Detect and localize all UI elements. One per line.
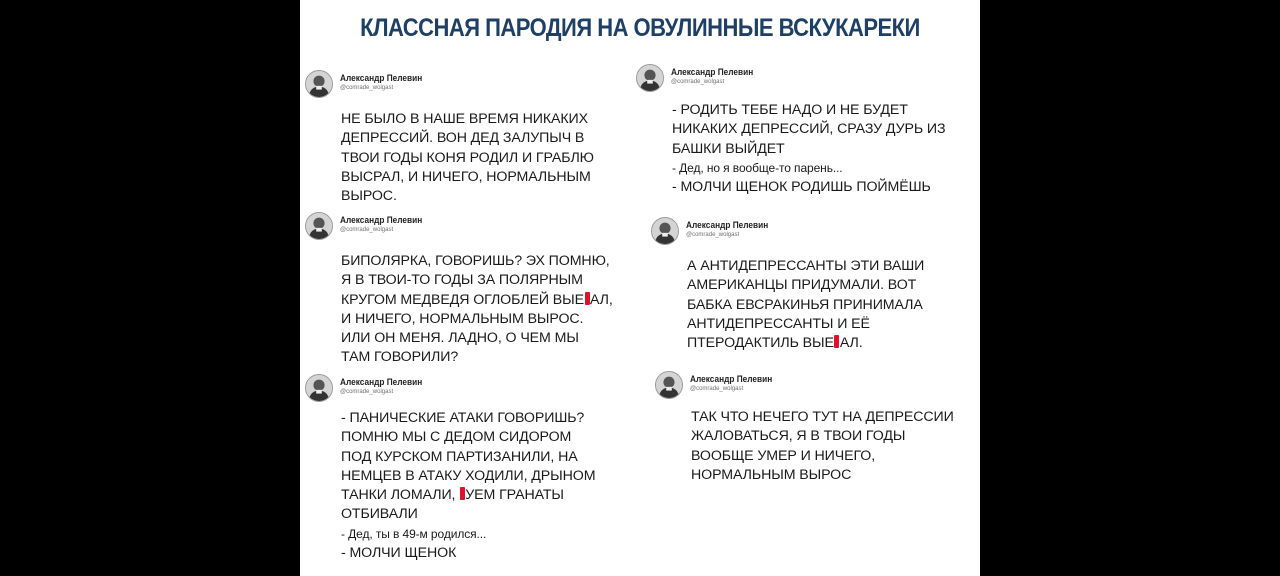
post-line: - МОЛЧИ ЩЕНОК [341,545,457,562]
post-line: - МОЛЧИ ЩЕНОК РОДИШЬ ПОЙМЁШЬ [672,179,931,196]
post-line: НИКАКИХ ДЕПРЕССИЙ, СРАЗУ ДУРЬ ИЗ [672,121,946,138]
post-text [341,110,594,206]
post-line: БАБКА ЕВСРАКИНЬЯ ПРИНИМАЛА [687,296,923,313]
avatar [305,374,333,402]
avatar [655,371,683,399]
post-line-text: АЛ. [839,335,863,352]
author-name: Александр Пелевин [671,67,754,77]
post-card [305,70,594,206]
author-handle: @comrade_wolgast [686,232,740,238]
censor-mark [460,487,465,500]
post-line: ТВОИ ГОДЫ КОНЯ РОДИЛ И ГРАБЛЮ [341,149,594,166]
post-line-text: УЕМ ГРАНАТЫ [465,487,564,504]
post-line: ДЕПРЕССИЙ. ВОН ДЕД ЗАЛУПЫЧ В [341,130,585,147]
post-text [687,257,924,353]
post-line: - РОДИТЬ ТЕБЕ НАДО И НЕ БУДЕТ [672,102,908,118]
post-card [636,64,946,197]
post-line: И НИЧЕГО, НОРМАЛЬНЫМ ВЫРОС. [341,310,584,327]
post-card [305,374,595,563]
post-line: ВЫРОС. [341,188,397,205]
post-line: ОТБИВАЛИ [341,506,418,523]
post-line-text: АЛ, [590,291,613,308]
post-line: ЖАЛОВАТЬСЯ, Я В ТВОИ ГОДЫ [691,428,906,445]
post-card [305,212,613,368]
post-card [655,371,954,485]
post-text [691,408,954,485]
post-line: АНТИДЕПРЕССАНТЫ И ЕЁ [687,315,870,332]
post-line: ТАК ЧТО НЕЧЕГО ТУТ НА ДЕПРЕССИИ [691,409,954,425]
author-name: Александр Пелевин [340,215,423,225]
author-name: Александр Пелевин [340,377,423,387]
post-line-text: КРУГОМ МЕДВЕДЯ ОГЛОБЛЕЙ ВЫЕ [341,291,584,308]
post-card [651,217,924,353]
author-handle: @comrade_wolgast [340,85,394,91]
post-line [341,291,613,310]
post-text [672,101,946,197]
author-handle: @comrade_wolgast [690,386,744,392]
post-header [651,217,924,249]
post-line: Я В ТВОИ-ТО ГОДЫ ЗА ПОЛЯРНЫМ [341,272,583,289]
post-text [341,409,595,563]
author-name: Александр Пелевин [690,374,773,384]
post-line: А АНТИДЕПРЕССАНТЫ ЭТИ ВАШИ [687,258,925,274]
post-line-text: ПТЕРОДАКТИЛЬ ВЫЕ [687,335,834,352]
post-line-text: ТАНКИ ЛОМАЛИ, [341,487,460,504]
post-line: ТАМ ГОВОРИЛИ? [341,349,459,366]
post-line: БИПОЛЯРКА, ГОВОРИШЬ? ЭХ ПОМНЮ, [341,253,610,269]
post-line: ПОМНЮ МЫ С ДЕДОМ СИДОРОМ [341,429,572,446]
post-line [687,334,924,353]
post-line: ВЫСРАЛ, И НИЧЕГО, НОРМАЛЬНЫМ [341,168,591,185]
avatar [651,217,679,245]
post-header [305,70,594,102]
post-header [305,374,595,406]
author-name: Александр Пелевин [340,73,423,83]
post-line: НЕ БЫЛО В НАШЕ ВРЕМЯ НИКАКИХ [341,111,589,127]
post-line: ИЛИ ОН МЕНЯ. ЛАДНО, О ЧЕМ МЫ [341,330,579,347]
avatar [636,64,664,92]
author-handle: @comrade_wolgast [340,389,394,395]
post-header [305,212,613,244]
post-header [655,371,954,403]
avatar [305,70,333,98]
meme-image [300,0,980,576]
post-line: ПОД КУРСКОМ ПАРТИЗАНИЛИ, НА [341,448,578,465]
meme-title: КЛАССНАЯ ПАРОДИЯ НА ОВУЛИННЫЕ ВСКУКАРЕКИ [360,14,920,42]
post-line: АМЕРИКАНЦЫ ПРИДУМАЛИ. ВОТ [687,277,917,294]
censor-mark [834,335,839,348]
post-line: - Дед, но я вообще-то парень... [672,160,843,175]
author-handle: @comrade_wolgast [340,227,394,233]
post-line: НОРМАЛЬНЫМ ВЫРОС [691,466,852,483]
post-line: - ПАНИЧЕСКИЕ АТАКИ ГОВОРИШЬ? [341,410,585,426]
post-line: - Дед, ты в 49-м родился... [341,526,487,541]
post-header [636,64,946,96]
author-name: Александр Пелевин [686,220,769,230]
post-line [341,486,595,505]
post-text [341,252,613,368]
post-line: НЕМЦЕВ В АТАКУ ХОДИЛИ, ДРЫНОМ [341,467,596,484]
post-line: БАШКИ ВЫЙДЕТ [672,140,785,157]
post-line: ВООБЩЕ УМЕР И НИЧЕГО, [691,447,876,464]
censor-mark [585,292,590,305]
author-handle: @comrade_wolgast [671,79,725,85]
avatar [305,212,333,240]
